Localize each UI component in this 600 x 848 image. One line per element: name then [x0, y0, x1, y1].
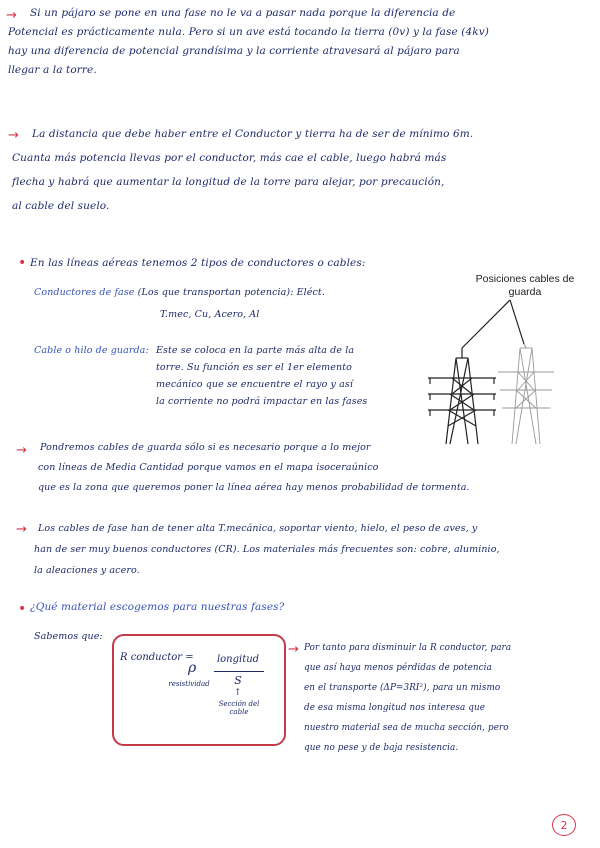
formula-lhs: R conductor =	[120, 652, 194, 663]
fase-label: Conductores de fase	[34, 287, 135, 298]
text-line: han de ser muy buenos conductores (CR). Los materiales más frecuentes son: cobre, aluminio,	[34, 544, 500, 555]
text-line: que así haya menos pérdidas de potencia	[304, 663, 492, 673]
text-line: llegar a la torre.	[8, 64, 97, 76]
text-line: La distancia que debe haber entre el Conductor y tierra ha de ser de mínimo 6m.	[32, 128, 474, 140]
text-line: al cable del suelo.	[12, 200, 110, 212]
page-number: 2	[552, 814, 576, 836]
bullet-arrow-icon: →	[6, 8, 17, 23]
arrow-up-icon: ↑	[234, 688, 242, 698]
text-line: que no pese y de baja resistencia.	[304, 743, 459, 753]
formula-rho-label: resistividad	[168, 680, 210, 688]
text-line: Los cables de fase han de tener alta T.mecánica, soportar viento, hielo, el peso de aves, y	[38, 523, 478, 534]
text-line: Cuanta más potencia llevas por el conductor, más cae el cable, luego habrá más	[12, 152, 447, 164]
text-line: con líneas de Media Cantidad porque vamos en el mapa isoceraúnico	[38, 462, 379, 473]
question-material	[30, 598, 430, 617]
text-line: Potencial es prácticamente nula. Pero si un ave está tocando la tierra (0v) y la fase (4kv)	[8, 26, 489, 38]
fase-materials	[160, 306, 420, 323]
paragraph-bird-potential	[8, 4, 590, 80]
transmission-tower-figure	[428, 298, 578, 446]
paragraph-guard-cables	[40, 438, 580, 498]
bullet-arrow-icon: →	[16, 522, 27, 537]
text-line: Si un pájaro se pone en una fase no le va a pasar nada porque la diferencia de	[30, 7, 456, 19]
text-line: que es la zona que queremos poner la línea aérea hay menos probabilidad de tormenta.	[38, 482, 470, 493]
bullet-dot-icon: •	[18, 255, 27, 271]
fase-text: (Los que transportan potencia): Eléct.	[137, 287, 325, 298]
text-line: de esa misma longitud nos interesa que	[304, 703, 486, 713]
formula-s-label: Sección del cable	[218, 700, 260, 716]
text-line: Este se coloca en la parte más alta de la	[156, 345, 355, 356]
text-line: mecánico que se encuentre el rayo y así	[156, 379, 353, 390]
paragraph-cable-types	[30, 254, 430, 273]
guarda-definition	[156, 342, 426, 410]
bullet-arrow-icon: →	[16, 443, 27, 458]
text-line: flecha y habrá que aumentar la longitud de la torre para alejar, por precaución,	[12, 176, 445, 188]
figure-caption: Posiciones cables de guarda	[475, 273, 575, 298]
formula-numerator: longitud	[216, 654, 260, 665]
formula-rho: ρ	[188, 660, 197, 676]
text-line: Pondremos cables de guarda sólo si es necesario porque a lo mejor	[40, 442, 371, 453]
text-line: ¿Qué material escogemos para nuestras fases?	[30, 601, 285, 613]
text-line: en el transporte (ΔP=3RI²), para un mismo	[304, 683, 501, 693]
text-line: nuestro material sea de mucha sección, pero	[304, 723, 509, 733]
formula-conclusion	[304, 638, 590, 758]
fraction-bar	[214, 671, 264, 672]
bullet-arrow-icon: →	[288, 642, 299, 657]
bullet-dot-icon: •	[18, 601, 27, 617]
fase-materials-text: T.mec, Cu, Acero, Al	[160, 309, 260, 320]
text-line: la corriente no podrá impactar en las fases	[156, 396, 368, 407]
guarda-label: Cable o hilo de guarda:	[34, 345, 149, 356]
bullet-arrow-icon: →	[8, 128, 19, 143]
formula-box	[112, 634, 286, 746]
text-line: la aleaciones y acero.	[34, 565, 140, 576]
text-line: Por tanto para disminuir la R conductor, para	[304, 643, 512, 653]
text-line: hay una diferencia de potencial grandísima y la corriente atravesará al pájaro para	[8, 45, 460, 57]
paragraph-fase-requirements	[34, 518, 588, 581]
text-line: En las líneas aéreas tenemos 2 tipos de conductores o cables:	[30, 257, 366, 269]
formula-denominator: S	[234, 674, 242, 687]
fase-conductor-definition	[34, 284, 424, 301]
text-line: torre. Su función es ser el 1er elemento	[156, 362, 352, 373]
paragraph-conductor-distance	[12, 122, 592, 218]
formula-intro: Sabemos que:	[34, 631, 103, 642]
